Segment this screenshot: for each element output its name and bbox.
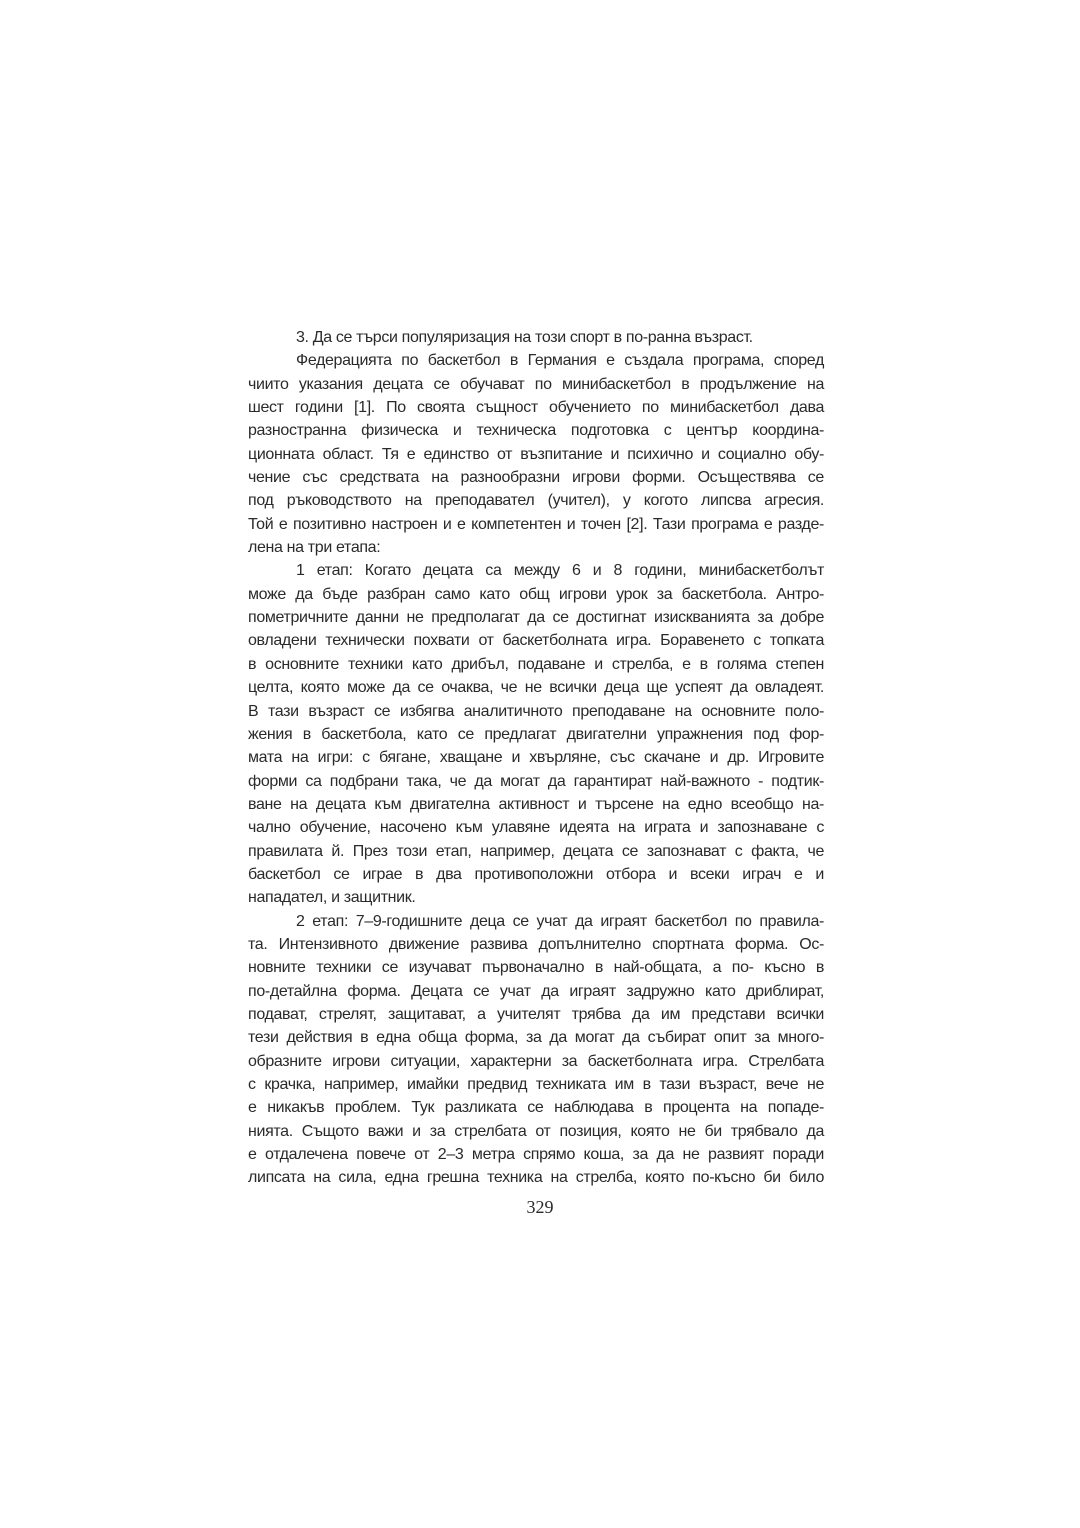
text-line: чиито указания децата се обучават по минибаскетбол в продължение на: [248, 375, 824, 393]
text-line: може да бъде разбран само като общ игрови урок за баскетбола. Антро-: [248, 585, 824, 603]
text-line: Той е позитивно настроен и е компетентен и точен [2]. Тази програма е разде-: [248, 515, 824, 533]
text-line: е отдалечена повече от 2–3 метра спрямо коша, за да не развият поради: [248, 1146, 824, 1164]
paragraph-first-line: 2 етап: 7–9-годишните деца се учат да играят баскетбол по правила-: [296, 912, 824, 930]
text-line: с крачка, например, имайки предвид техниката им в тази възраст, вече не: [248, 1076, 824, 1093]
text-line: разностранна физическа и техническа подготовка с център координа-: [248, 422, 824, 440]
text-line: в основните техники като дрибъл, подаване и стрелба, е в голяма степен: [248, 655, 824, 673]
text-line: лена на три етапа:: [248, 539, 381, 557]
text-line: баскетбол се играе в два противоположни отбора и всеки играч е и: [248, 865, 824, 883]
text-line: шест години [1]. По своята същност обучението по минибаскетбол дава: [248, 399, 824, 417]
text-line: ване на децата към двигателна активност и търсене на едно всеобщо на-: [248, 795, 824, 813]
text-line: липсата на сила, една грешна техника на стрелба, която по-късно би било: [248, 1169, 824, 1187]
text-line: е никакъв проблем. Тук разликата се наблюдава в процента на попаде-: [248, 1099, 824, 1117]
text-line: правилата й. През този етап, например, децата се запознават с факта, че: [248, 842, 824, 860]
text-line: пометричните данни не предполагат да се достигнат изискванията за добре: [248, 609, 824, 627]
text-line: образните игрови ситуации, характерни за баскетболната игра. Стрелбата: [248, 1052, 824, 1070]
text-line: под ръководството на преподавател (учител), у когото липсва агресия.: [248, 492, 824, 510]
text-line: ционната област. Тя е единство от възпитание и психично и социално обу-: [248, 445, 824, 463]
paragraph-first-line: 1 етап: Когато децата са между 6 и 8 години, минибаскетболът: [296, 562, 824, 580]
text-line: нията. Същото важи и за стрелбата от позиция, която не би трябвало да: [248, 1122, 824, 1140]
text-line: чение със средствата на разнообразни игрови форми. Осъществява се: [248, 469, 824, 487]
text-line: мата на игри: с бягане, хващане и хвърляне, със скачане и др. Игровите: [248, 749, 824, 767]
paragraph-first-line: Федерацията по баскетбол в Германия е създала програма, според: [296, 352, 824, 370]
text-line: тези действия в една обща форма, за да могат да събират опит за много-: [248, 1029, 824, 1047]
paragraph-first-line: 3. Да се търси популяризация на този спорт в по-ранна възраст.: [296, 329, 753, 346]
text-line: чално обучение, насочено към улавяне идеята на играта и запознаване с: [248, 819, 824, 837]
text-line: форми са подбрани така, че да могат да гарантират най-важното - подтик-: [248, 772, 824, 790]
text-line: по-детайлна форма. Децата се учат да играят задружно като дриблират,: [248, 982, 824, 1000]
text-line: овладени технически похвати от баскетболната игра. Боравенето с топката: [248, 632, 824, 650]
text-line: жения в баскетбола, като се предлагат двигателни упражнения под фор-: [248, 725, 824, 743]
page-number: 329: [526, 1197, 554, 1217]
text-line: нападател, и защитник.: [248, 889, 416, 907]
text-line: та. Интензивното движение развива допълнително спортната форма. Ос-: [248, 935, 824, 953]
text-line: целта, която може да се очаква, че не всички деца ще успеят да овладеят.: [248, 679, 824, 697]
text-line: В тази възраст се избягва аналитичното преподаване на основните поло-: [248, 702, 824, 720]
document-body: [248, 326, 824, 1190]
text-line: новните техники се изучават първоначално в най-общата, а по- късно в: [248, 959, 824, 977]
text-line: подават, стрелят, защитават, а учителят трябва да им представи всички: [248, 1005, 824, 1023]
